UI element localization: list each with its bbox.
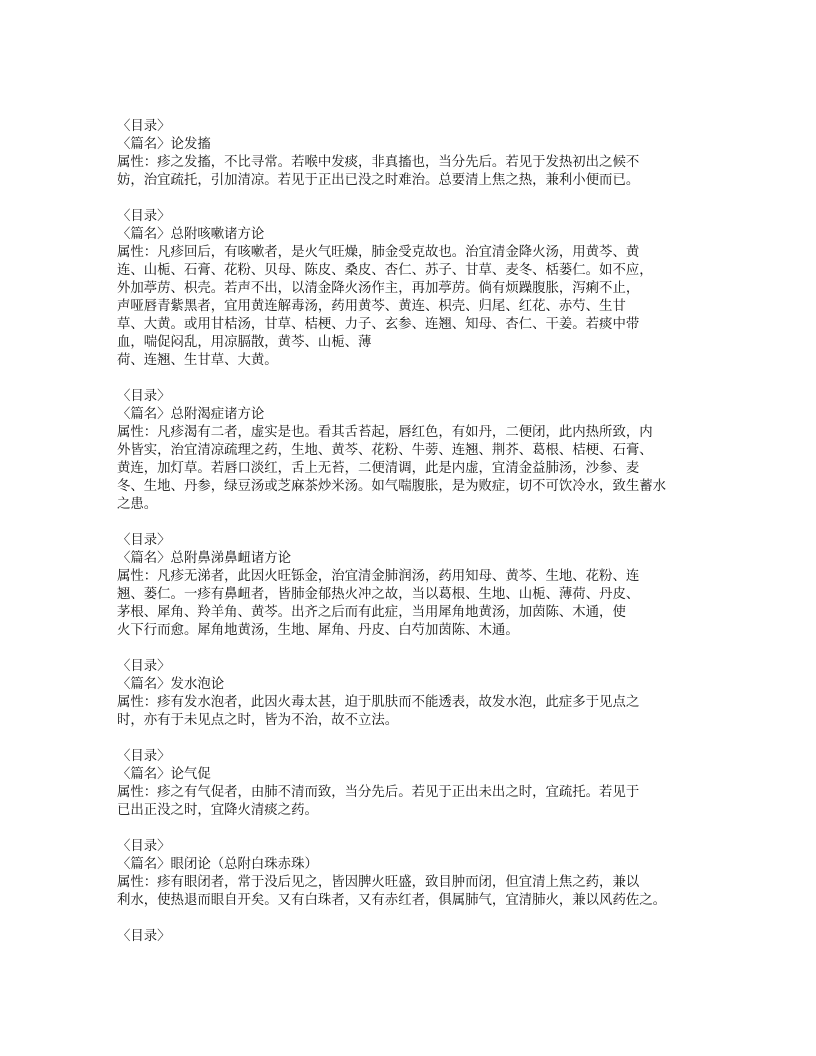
toc-label: 〈目录〉: [117, 839, 171, 854]
body-line: 属性：凡疹无涕者，此因火旺铄金，治宜清金肺润汤，药用知母、黄芩、生地、花粉、连: [117, 569, 640, 584]
chapter-title: 〈篇名〉发水泡论: [117, 677, 225, 692]
body-line: 属性：凡疹回后，有咳嗽者，是火气旺燥，肺金受克故也。治宜清金降火汤，用黄芩、黄: [117, 245, 640, 260]
body-line: 声哑唇青紫黑者，宜用黄连解毒汤，药用黄芩、黄连、枳壳、归尾、红花、赤芍、生甘: [117, 299, 626, 314]
body-line: 连、山栀、石膏、花粉、贝母、陈皮、桑皮、杏仁、苏子、甘草、麦冬、栝蒌仁。如不应，: [117, 263, 653, 278]
body-line: 黄连，加灯草。若唇口淡红，舌上无苔，二便清调，此是内虚，宜清金益肺汤，沙参、麦: [117, 461, 640, 476]
document-page: [117, 118, 717, 964]
chapter-title: 〈篇名〉总附咳嗽诸方论: [117, 227, 265, 242]
entry-ke-zheng: [117, 388, 717, 514]
body-line: 翘、蒌仁。一疹有鼻衄者，皆肺金郁热火冲之故，当以葛根、生地、山栀、薄荷、丹皮、: [117, 587, 640, 602]
body-line: 之患。: [117, 497, 158, 512]
chapter-title: 〈篇名〉总附渴症诸方论: [117, 407, 265, 422]
body-line: 属性：疹有眼闭者，常于没后见之，皆因脾火旺盛，致目肿而闭，但宜清上焦之药，兼以: [117, 875, 640, 890]
body-line: 荷、连翘、生甘草、大黄。: [117, 353, 278, 368]
entry-next: [117, 928, 717, 946]
chapter-title: 〈篇名〉论发搐: [117, 137, 211, 152]
chapter-title: 〈篇名〉论气促: [117, 767, 211, 782]
toc-label: 〈目录〉: [117, 389, 171, 404]
toc-label: 〈目录〉: [117, 209, 171, 224]
toc-label: 〈目录〉: [117, 749, 171, 764]
body-line: 利水，使热退而眼自开矣。又有白珠者，又有赤红者，俱属肺气，宜清肺火，兼以风药佐之。: [117, 893, 667, 908]
toc-label: 〈目录〉: [117, 929, 171, 944]
entry-yan-bi: [117, 838, 717, 910]
body-line: 茅根、犀角、羚羊角、黄芩。出齐之后而有此症，当用犀角地黄汤，加茵陈、木通，使: [117, 605, 626, 620]
entry-bi-ti: [117, 532, 717, 640]
body-line: 火下行而愈。犀角地黄汤，生地、犀角、丹皮、白芍加茵陈、木通。: [117, 623, 519, 638]
body-line: 草、大黄。或用甘桔汤，甘草、桔梗、力子、玄参、连翘、知母、杏仁、干姜。若痰中带: [117, 317, 640, 332]
toc-label: 〈目录〉: [117, 659, 171, 674]
entry-qi-cu: [117, 748, 717, 820]
body-line: 冬、生地、丹参，绿豆汤或芝麻茶炒米汤。如气喘腹胀，是为败症，切不可饮冷水，致生蓄水: [117, 479, 667, 494]
body-line: 属性：疹有发水泡者，此因火毒太甚，迫于肌肤而不能透表，故发水泡，此症多于见点之: [117, 695, 640, 710]
body-line: 属性：疹之有气促者，由肺不清而致，当分先后。若见于正出未出之时，宜疏托。若见于: [117, 785, 640, 800]
entry-ke-sou: [117, 208, 717, 370]
body-line: 血，喘促闷乱，用凉膈散，黄芩、山栀、薄: [117, 335, 372, 350]
body-line: 时，亦有于未见点之时，皆为不治，故不立法。: [117, 713, 399, 728]
body-line: 属性：凡疹渴有二者，虚实是也。看其舌苔起，唇红色，有如丹，二便闭，此内热所致，内: [117, 425, 653, 440]
toc-label: 〈目录〉: [117, 119, 171, 134]
entry-shui-pao: [117, 658, 717, 730]
toc-label: 〈目录〉: [117, 533, 171, 548]
body-line: 已出正没之时，宜降火清痰之药。: [117, 803, 318, 818]
chapter-title: 〈篇名〉总附鼻涕鼻衄诸方论: [117, 551, 292, 566]
body-line: 外皆实，治宜清凉疏理之药，生地、黄芩、花粉、牛蒡、连翘、荆芥、葛根、桔梗、石膏、: [117, 443, 653, 458]
body-line: 属性：疹之发搐，不比寻常。若喉中发痰，非真搐也，当分先后。若见于发热初出之候不: [117, 155, 640, 170]
chapter-title: 〈篇名〉眼闭论（总附白珠赤珠）: [117, 857, 318, 872]
body-line: 外加葶苈、枳壳。若声不出，以清金降火汤作主，再加葶苈。倘有烦躁腹胀，泻痢不止，: [117, 281, 640, 296]
body-line: 妨，治宜疏托，引加清凉。若见于正出已没之时难治。总要清上焦之热，兼利小便而已。: [117, 173, 640, 188]
entry-lun-fa-chu: [117, 118, 717, 190]
